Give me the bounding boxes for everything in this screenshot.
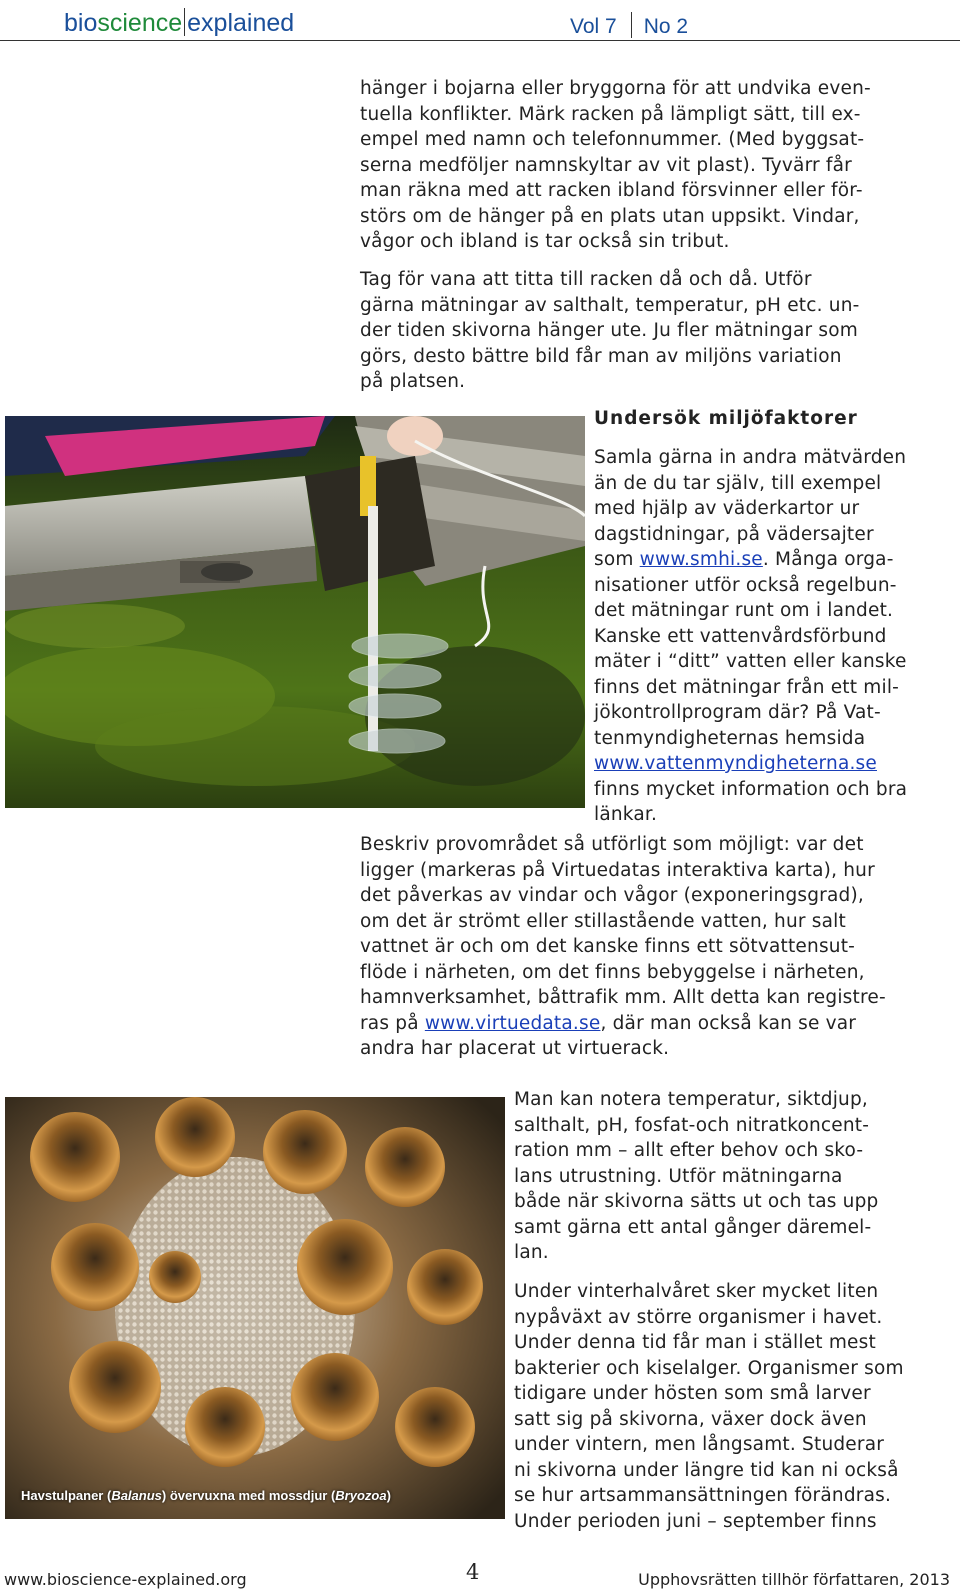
paragraph-6: Under vinterhalvåret sker mycket liten nypåväxt av större organismer i havet. Under denna tid får man i stället mest bakterier och kiselalger. Organismer som tidigare under hösten som små larver satt sig på skivorna, växer dock även under vintern, men långsamt. Studerar ni skivorna under längre tid kan ni också se hur artsammansättningen förändras. Under perioden juni – september finns — [514, 1281, 904, 1532]
paragraph-5: Man kan notera temperatur, siktdjup, salthalt, pH, fosfat-och nitratkoncent- ration mm – allt efter behov och sko- lans utrustning. Utför mätningarna både när skivorna sätts ut och tas upp samt gärna ett antal gånger däremel- lan. — [514, 1089, 879, 1263]
paragraph-4-text-b: , där man också kan se var andra har placerat ut virtuerack. — [360, 1012, 857, 1059]
virtuedata-link[interactable]: www.virtuedata.se — [424, 1012, 601, 1034]
paragraph-1: hänger i bojarna eller bryggorna för att undvika even- tuella konflikter. Märk racken på lämpligt sätt, till ex- empel med namn och telefonnummer. (Med byggsat- serna medföljer namnskyltar av vit plast). Tyvärr får man räkna med att racken ibland försvinner eller för- störs om de hänger på en plats utan uppsikt. Vindar, vågor och ibland is tar också sin tribut. — [360, 78, 871, 252]
caption-text-c: ) — [386, 1488, 391, 1503]
paragraph-3-text-c: finns mycket information och bra länkar. — [594, 778, 908, 825]
paragraph-4 — [360, 832, 886, 1062]
brand-bio: bio — [64, 9, 98, 37]
brand-science: science — [97, 9, 183, 37]
rack-photo — [5, 416, 585, 808]
footer-copyright: Upphovsrätten tillhör författaren, 2013 — [638, 1570, 950, 1589]
barnacle-photo-image — [5, 1097, 505, 1519]
barnacle-photo — [5, 1097, 505, 1519]
caption-text-b: ) övervuxna med mossdjur ( — [161, 1488, 336, 1503]
paragraph-3-text-b: . Många orga- nisationer utför också regelbun- det mätningar runt om i landet. Kanske ett vattenvårdsförbund mäter i “ditt” vatten eller kanske finns det mätningar från ett mil- jökontrollprogram där? På Vat- tenmyndigheternas hemsida — [594, 549, 907, 749]
brand-explained: explained — [187, 9, 295, 37]
number-label: No 2 — [643, 15, 689, 38]
footer-url[interactable]: www.bioscience-explained.org — [4, 1570, 247, 1589]
paragraph-3 — [594, 445, 907, 828]
paragraph-2: Tag för vana att titta till racken då och då. Utför gärna mätningar av salthalt, temperatur, pH etc. un- der tiden skivorna hänger ute. Ju fler mätningar som görs, desto bättre bild får man av miljöns variation på platsen. — [360, 269, 860, 392]
photo-caption — [21, 1488, 391, 1503]
issue-info — [570, 12, 688, 39]
journal-title — [64, 8, 294, 38]
smhi-link[interactable]: www.smhi.se — [639, 549, 763, 570]
paragraph-4-text-a: Beskriv provområdet så utförligt som möjligt: var det ligger (markeras på Virtuedatas interaktiva karta), hur det påverkas av vindar och vågor (exponeringsgrad), om det är strömt eller stillastående vatten, hur salt vattnet är och om det kanske finns ett sötvattensut- flöde i närheten, om det finns bebyggelse i närheten, hamnverksamhet, båttrafik mm. Allt detta kan registre- ras på — [360, 834, 886, 1034]
paragraph-3-text-a: Samla gärna in andra mätvärden än de du tar själv, till exempel med hjälp av väderkartor ur dagstidningar, på vädersajter som — [594, 447, 907, 570]
page-number: 4 — [466, 1560, 480, 1584]
section-heading: Undersök miljöfaktorer — [594, 408, 858, 429]
vattenmyndigheterna-link[interactable]: www.vattenmyndigheterna.se — [594, 753, 877, 774]
volume-label: Vol 7 — [570, 15, 617, 38]
caption-text-a: Havstulpaner ( — [21, 1488, 112, 1503]
caption-species-b: Bryozoa — [335, 1488, 387, 1503]
page-header — [0, 0, 960, 41]
issue-divider — [631, 12, 632, 38]
title-divider — [184, 8, 185, 36]
caption-species-a: Balanus — [111, 1488, 162, 1503]
rack-photo-image — [5, 416, 585, 808]
